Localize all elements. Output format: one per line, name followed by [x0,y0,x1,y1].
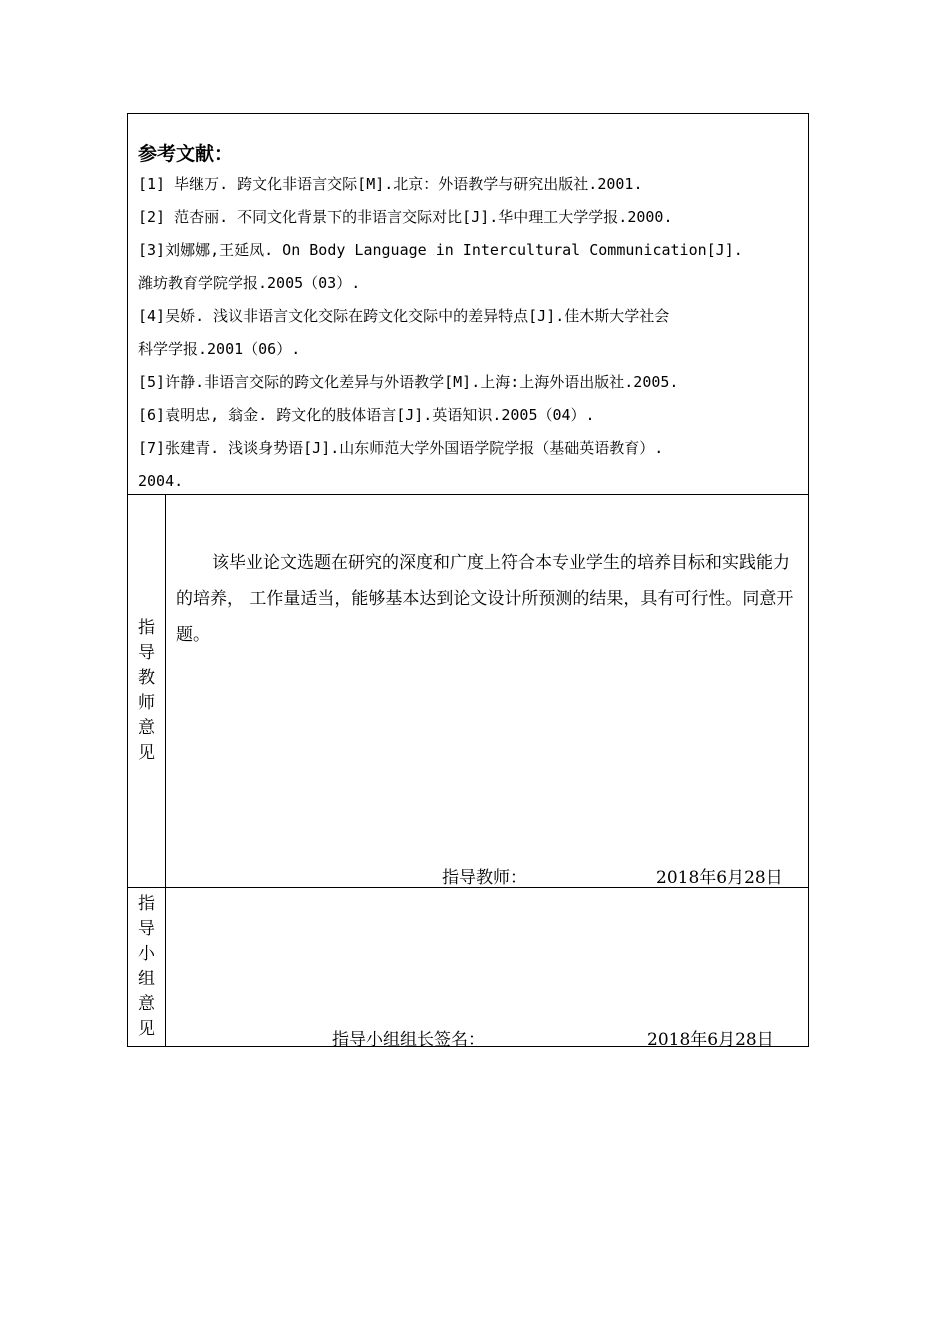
references-title: 参考文献： [138,143,234,165]
group-opinion-row [128,888,808,1050]
advisor-opinion-label-cell [128,495,166,887]
reference-item: [4]吴娇. 浅议非语言文化交际在跨文化交际中的差异特点[J].佳木斯大学社会 [138,307,670,325]
reference-item: [2] 范杏丽. 不同文化背景下的非语言交际对比[J].华中理工大学学报.2000. [138,208,673,226]
reference-item-continued: 2004. [138,472,184,490]
group-opinion-label-cell [128,888,166,1046]
group-opinion-label: 指导小组意见 [138,894,155,1039]
reference-item: [5]许静.非语言交际的跨文化差异与外语教学[M].上海:上海外语出版社.2005. [138,373,679,391]
group-opinion-body [166,888,808,1050]
advisor-opinion-row [128,495,808,888]
advisor-opinion-label: 指导教师意见 [138,618,155,763]
advisor-sign-date: 2018年6月28日 [656,868,783,888]
advisor-opinion-text-block [166,495,808,653]
proposal-form-table [127,113,809,1050]
reference-item: [3]刘娜娜,王延凤. On Body Language in Intercultural Communication[J]. [138,241,743,259]
advisor-sign-label: 指导教师： [442,868,527,888]
reference-item: [7]张建青. 浅谈身势语[J].山东师范大学外国语学院学报（基础英语教育）. [138,439,664,457]
reference-item: [6]袁明忠, 翁金. 跨文化的肢体语言[J].英语知识.2005（04）. [138,406,595,424]
reference-item-continued: 科学学报.2001（06）. [138,340,301,358]
advisor-opinion-body [166,495,808,887]
references-cell [128,114,808,495]
reference-item-continued: 潍坊教育学院学报.2005（03）. [138,274,361,292]
group-sign-label: 指导小组组长签名： [332,1030,485,1050]
group-sign-date: 2018年6月28日 [647,1030,774,1050]
advisor-opinion-text: 该毕业论文选题在研究的深度和广度上符合本专业学生的培养目标和实践能力的培养， 工作量适当，能够基本达到论文设计所预测的结果，具有可行性。同意开题。 [176,553,794,645]
reference-item: [1] 毕继万. 跨文化非语言交际[M].北京：外语教学与研究出版社.2001. [138,175,643,193]
